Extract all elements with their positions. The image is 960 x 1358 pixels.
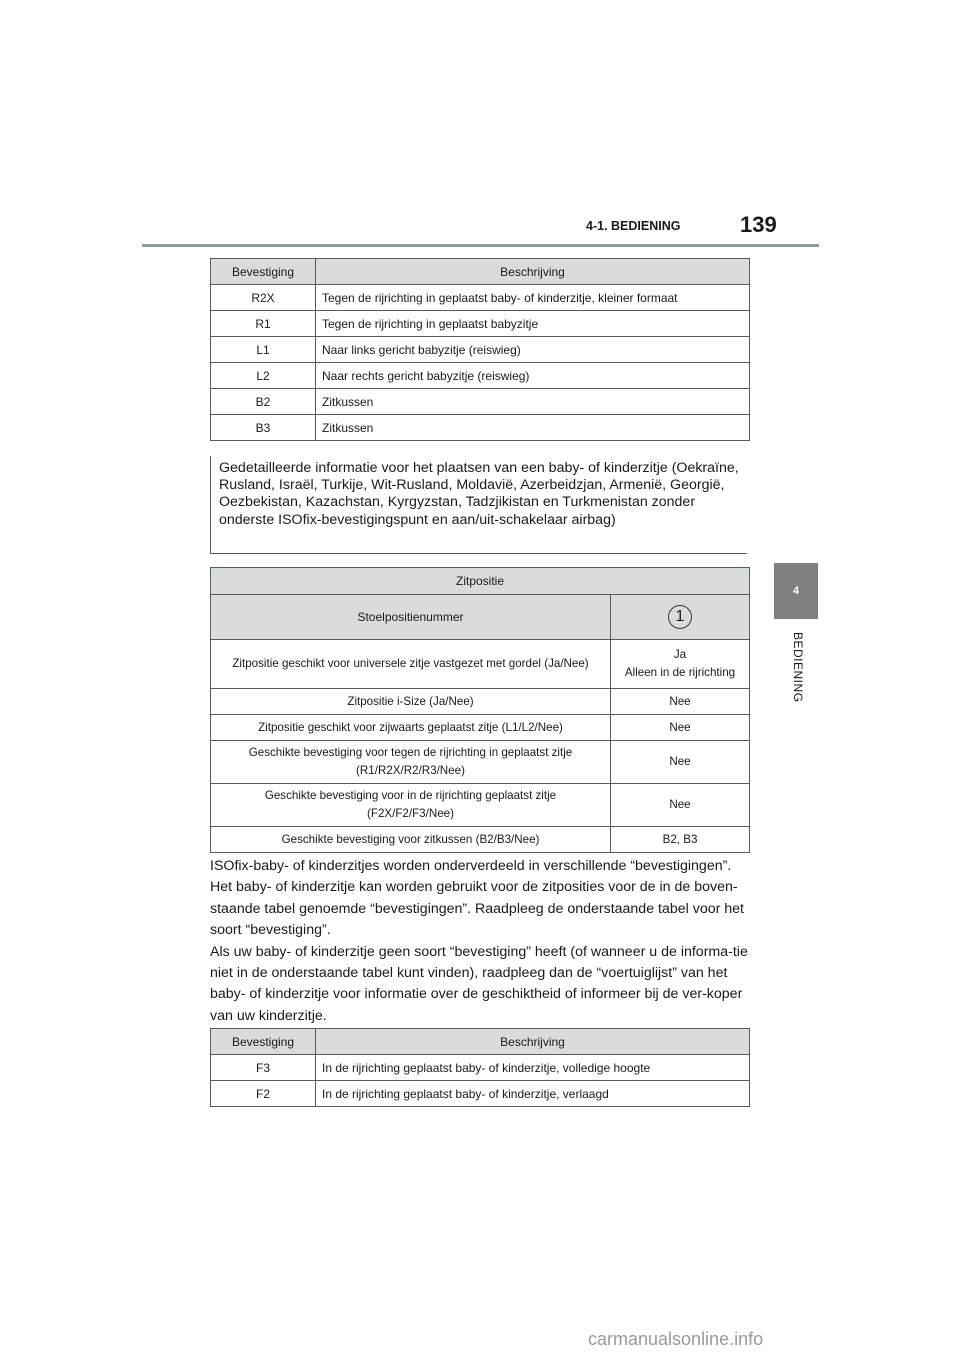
table-row (211, 715, 750, 741)
cell-description: In de rijrichting geplaatst baby- of kinderzitje, volledige hoogte (316, 1055, 750, 1081)
cell-code: R1 (211, 311, 316, 337)
table-row (211, 827, 750, 853)
section-title: 4-1. BEDIENING (586, 219, 681, 233)
cell-code: F2 (211, 1081, 316, 1107)
row-value-note: Alleen in de rijrichting (624, 666, 736, 679)
row-value: Nee (611, 715, 750, 741)
table-row (211, 640, 750, 689)
table-row (211, 784, 750, 827)
cell-description: In de rijrichting geplaatst baby- of kinderzitje, verlaagd (316, 1081, 750, 1107)
row-value: B2, B3 (611, 827, 750, 853)
cell-code: R2X (211, 285, 316, 311)
row-label: Zitpositie i-Size (Ja/Nee) (211, 689, 611, 715)
table-row (211, 389, 750, 415)
info-box (210, 456, 747, 554)
row-value: Nee (611, 741, 750, 784)
table-row (211, 363, 750, 389)
info-box-text: Gedetailleerde informatie voor het plaatsen van een baby- of kinderzitje (Oekraïne, Rusland, Israël, Turkije, Wit-Rusland, Moldavië, Azerbeidzjan, Armenië, Georgië, Oezbekistan, Kazachstan, Kyrgyzstan, Tadzjikistan en Turkmenistan zonder onderste ISOfix-bevestigingspunt en aan/uit-schakelaar airbag) (219, 460, 739, 528)
row-value (611, 640, 750, 689)
table-row (211, 415, 750, 441)
col-header-attachment: Bevestiging (211, 259, 316, 285)
col-header-attachment: Bevestiging (211, 1029, 316, 1055)
cell-code: F3 (211, 1055, 316, 1081)
row-label-line1: Geschikte bevestiging voor in de rijrichting geplaatst zitje (264, 789, 557, 802)
cell-description: Zitkussen (316, 415, 750, 441)
attachment-table-1 (210, 258, 750, 441)
row-value-main: Ja (673, 648, 687, 661)
cell-code: B3 (211, 415, 316, 441)
cell-description: Naar links gericht babyzitje (reiswieg) (316, 337, 750, 363)
row-value: Nee (611, 689, 750, 715)
table-row (211, 1081, 750, 1107)
table-row (211, 285, 750, 311)
row-label: Geschikte bevestiging voor zitkussen (B2/B3/Nee) (211, 827, 611, 853)
row-label: Zitpositie geschikt voor zijwaarts geplaatst zitje (L1/L2/Nee) (211, 715, 611, 741)
table-row (211, 689, 750, 715)
row-label: Zitpositie geschikt voor universele zitje vastgezet met gordel (Ja/Nee) (211, 640, 611, 689)
table-row (211, 741, 750, 784)
cell-description: Zitkussen (316, 389, 750, 415)
seat-position-header: Zitpositie (211, 568, 750, 595)
cell-code: L1 (211, 337, 316, 363)
col-header-description: Beschrijving (316, 1029, 750, 1055)
page-number: 139 (740, 212, 777, 237)
seat-number-circle: 1 (668, 605, 692, 629)
row-label (211, 784, 611, 827)
body-paragraph: ISOfix-baby- of kinderzitjes worden onderverdeeld in verschillende “bevestigingen”. Het baby- of kinderzitje kan worden gebruikt voor de zitposities voor de in de boven-staande tabel genoemde “bevestigingen”. Raadpleeg de onderstaande tabel voor het soort “bevestiging”. Als uw baby- of kinderzitje geen soort “bevestiging” heeft (of wanneer u de informa-tie niet in de onderstaande tabel kunt vinden), raadpleeg dan de “voertuiglijst” van het baby- of kinderzitje voor informatie over de geschiktheid of informeer bij de ver-koper van uw kinderzitje. (210, 858, 748, 1024)
row-label (211, 741, 611, 784)
chapter-tab: 4 (774, 563, 818, 619)
col-header-description: Beschrijving (316, 259, 750, 285)
cell-description: Tegen de rijrichting in geplaatst babyzitje (316, 311, 750, 337)
row-label-line1: Geschikte bevestiging voor tegen de rijrichting in geplaatst zitje (248, 746, 573, 759)
table-row (211, 1055, 750, 1081)
seat-position-table (210, 567, 750, 853)
cell-description: Naar rechts gericht babyzitje (reiswieg) (316, 363, 750, 389)
table-row (211, 337, 750, 363)
cell-description: Tegen de rijrichting in geplaatst baby- of kinderzitje, kleiner formaat (316, 285, 750, 311)
attachment-table-2 (210, 1028, 750, 1107)
seat-number-cell (611, 595, 750, 640)
cell-code: L2 (211, 363, 316, 389)
chapter-label: BEDIENING (791, 632, 805, 703)
seat-number-label: Stoelpositienummer (211, 595, 611, 640)
row-label-line2: (F2X/F2/F3/Nee) (367, 807, 454, 820)
row-label-line2: (R1/R2X/R2/R3/Nee) (356, 764, 465, 777)
cell-code: B2 (211, 389, 316, 415)
header-rule (142, 244, 819, 247)
watermark: carmanualsonline.info (588, 1329, 764, 1349)
row-value: Nee (611, 784, 750, 827)
table-row (211, 311, 750, 337)
